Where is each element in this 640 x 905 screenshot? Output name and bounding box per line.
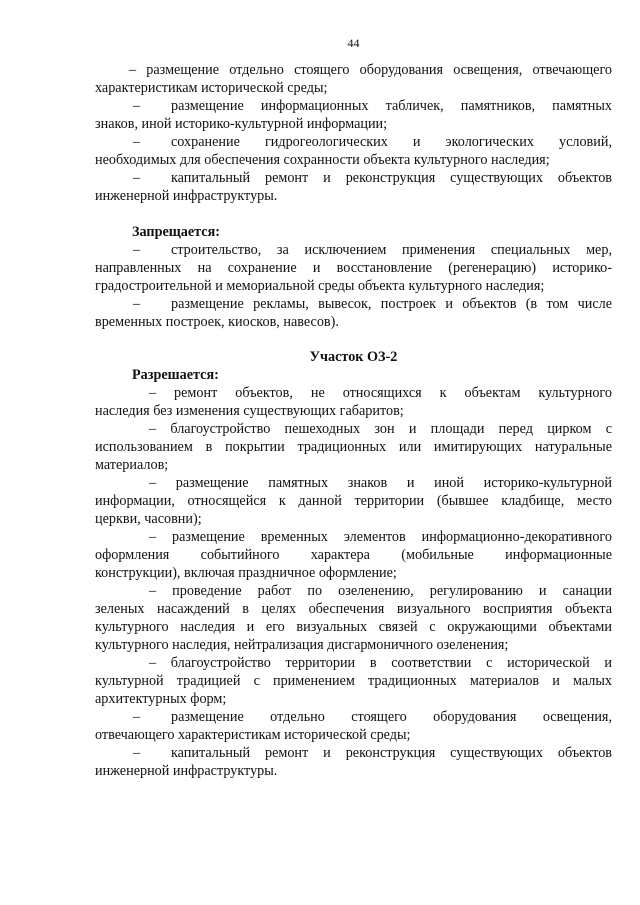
list-item xyxy=(95,61,612,97)
page-number: 44 xyxy=(347,36,360,50)
list-item xyxy=(95,384,612,420)
list-item xyxy=(95,295,612,331)
list-item xyxy=(95,97,612,133)
list-item xyxy=(95,420,612,474)
list-item xyxy=(95,241,612,295)
dash: – xyxy=(133,709,141,725)
dash: – xyxy=(133,745,141,761)
item-line: материалов; xyxy=(95,457,169,474)
item-line: необходимых для обеспечения сохранности объекта культурного наследия; xyxy=(95,152,550,169)
item-line: капитальный ремонт и реконструкция существующих объектов xyxy=(171,745,612,761)
item-line: – ремонт объектов, не относящихся к объектам культурного xyxy=(149,385,612,401)
item-line: строительство, за исключением применения специальных мер, xyxy=(171,242,612,258)
allowed-heading: Разрешается: xyxy=(132,367,219,383)
section-title: Участок ОЗ-2 xyxy=(309,349,398,365)
item-line: культурного наследия, нейтрализация дисгармоничного озеленения; xyxy=(95,637,509,654)
item-line: – размещение отдельно стоящего оборудования освещения, отвечающего xyxy=(129,62,612,78)
item-line: оформления событийного характера (мобильные информационные xyxy=(95,547,612,564)
item-line: архитектурных форм; xyxy=(95,691,227,708)
item-line: сохранение гидрогеологических и экологических условий, xyxy=(171,134,612,150)
list-item xyxy=(95,582,612,654)
item-line: капитальный ремонт и реконструкция существующих объектов xyxy=(171,170,612,186)
list-item xyxy=(95,528,612,582)
item-line: – размещение временных элементов информационно-декоративного xyxy=(149,529,612,545)
dash: – xyxy=(133,296,141,312)
dash: – xyxy=(133,242,141,258)
item-line: использованием в покрытии традиционных или имитирующих натуральные xyxy=(95,439,612,456)
list-item xyxy=(95,474,612,528)
prohibited-heading: Запрещается: xyxy=(132,224,220,240)
dash: – xyxy=(133,170,141,186)
item-line: наследия без изменения существующих габаритов; xyxy=(95,403,404,420)
item-line: градостроительной и мемориальной среды объекта культурного наследия; xyxy=(95,278,545,295)
item-line: знаков, иной историко-культурной информации; xyxy=(95,116,388,133)
item-line: – благоустройство пешеходных зон и площади перед цирком с xyxy=(149,421,612,437)
item-line: культурной традицией с применением традиционных материалов и малых xyxy=(95,673,612,690)
item-line: размещение рекламы, вывесок, построек и объектов (в том числе xyxy=(171,296,612,312)
item-line: инженерной инфраструктуры. xyxy=(95,188,278,205)
list-item xyxy=(95,169,612,205)
list-item xyxy=(95,133,612,169)
item-line: культурного наследия и его визуальных связей с окружающими объектами xyxy=(95,619,612,636)
list-item xyxy=(95,654,612,708)
item-line: – проведение работ по озеленению, регулированию и санации xyxy=(149,583,612,599)
list-item xyxy=(95,708,612,744)
item-line: церкви, часовни); xyxy=(95,511,202,528)
item-line: зеленых насаждений в целях обеспечения визуального восприятия объекта xyxy=(95,601,612,618)
item-line: инженерной инфраструктуры. xyxy=(95,763,278,780)
item-line: характеристикам исторической среды; xyxy=(95,80,328,97)
item-line: направленных на сохранение и восстановление (регенерацию) историко- xyxy=(95,260,612,277)
item-line: – размещение памятных знаков и иной историко-культурной xyxy=(149,475,612,491)
item-line: размещение информационных табличек, памятников, памятных xyxy=(171,98,612,114)
item-line: конструкции), включая праздничное оформление; xyxy=(95,565,397,582)
item-line: временных построек, киосков, навесов). xyxy=(95,314,339,331)
item-line: отвечающего характеристикам исторической среды; xyxy=(95,727,411,744)
item-line: – благоустройство территории в соответствии с исторической и xyxy=(149,655,612,671)
item-line: размещение отдельно стоящего оборудования освещения, xyxy=(171,709,612,725)
item-line: информации, относящейся к данной территории (бывшее кладбище, место xyxy=(95,493,612,510)
list-item xyxy=(95,744,612,780)
dash: – xyxy=(133,98,141,114)
dash: – xyxy=(133,134,141,150)
